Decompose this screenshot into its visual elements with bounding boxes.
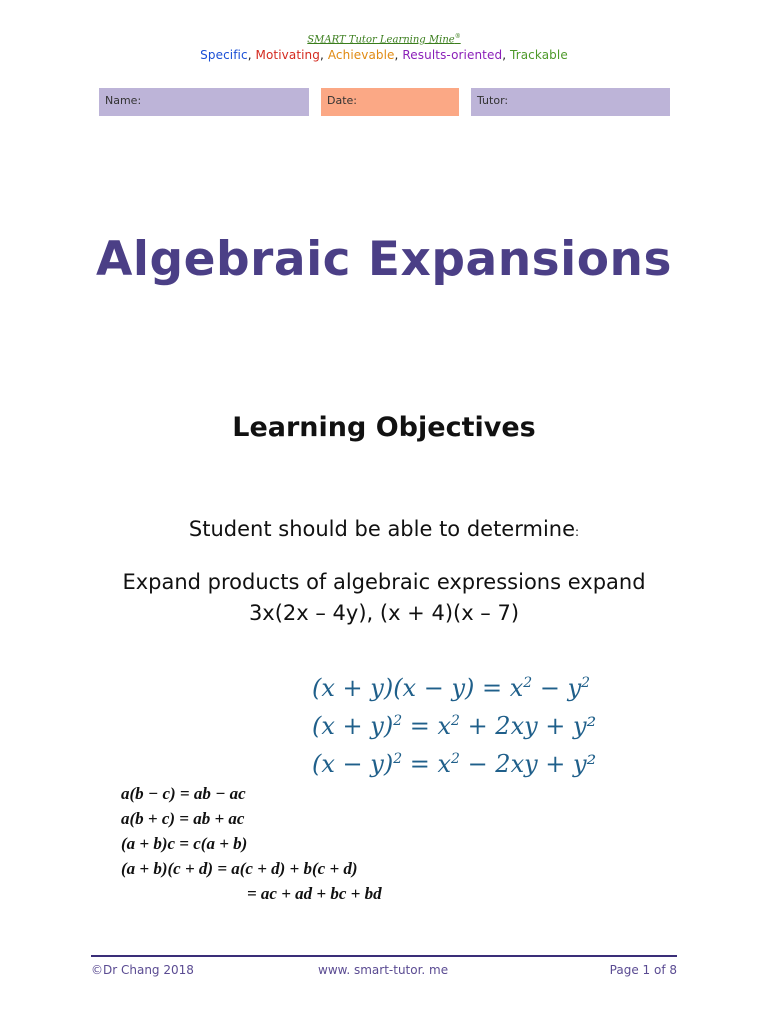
tagline-part: Motivating (255, 48, 320, 62)
tagline-part: , (247, 48, 256, 62)
section-heading: Learning Objectives (232, 412, 536, 443)
objective-example: 3x(2x – 4y), (x + 4)(x – 7) (248, 601, 520, 625)
tutor-field[interactable] (471, 88, 670, 116)
name-field[interactable] (99, 88, 309, 116)
intro-text: Student should be able to determine: (188, 517, 580, 541)
identity-line: $(x + y)^2 = x^2 + 2xy + y^2$ (312, 712, 597, 740)
tagline (0, 48, 768, 62)
tagline-part: , (394, 48, 403, 62)
formula-line: (a + b)c = c(a + b) (121, 834, 248, 853)
formula-line: a(b − c) = ab − ac (121, 784, 246, 803)
tagline-part: Specific (200, 48, 248, 62)
date-label: Date: (327, 94, 357, 107)
tagline-part: , (319, 48, 328, 62)
footer-website[interactable]: www. smart-tutor. me (318, 963, 449, 977)
identity-line: $(x + y)(x - y) = x^2 - y^2$ (312, 674, 591, 702)
name-label: Name: (105, 94, 142, 107)
formula-line: a(b + c) = ab + ac (121, 809, 245, 828)
date-field[interactable] (321, 88, 459, 116)
tagline-part: , (502, 48, 511, 62)
tagline-part: Trackable (510, 48, 568, 62)
objective-line: Expand products of algebraic expressions expand (122, 570, 646, 594)
objective-text (0, 567, 768, 629)
brand-name: SMART Tutor Learning Mine® (307, 33, 461, 46)
formula-line: (a + b)(c + d) = a(c + d) + b(c + d) (121, 859, 358, 878)
footer-page-number: Page 1 of 8 (609, 963, 677, 977)
identity-formulas (312, 667, 596, 781)
distributive-formulas (121, 781, 382, 906)
footer-divider (91, 955, 677, 957)
identity-line: $(x - y)^2 = x^2 - 2xy + y^2$ (312, 750, 597, 778)
footer-copyright: ©Dr Chang 2018 (91, 963, 194, 977)
tagline-part: Achievable (327, 48, 395, 62)
page-title: Algebraic Expansions (96, 232, 672, 287)
tagline-part: Results-oriented (402, 48, 503, 62)
formula-line: = ac + ad + bc + bd (247, 884, 382, 903)
tutor-label: Tutor: (477, 94, 509, 107)
